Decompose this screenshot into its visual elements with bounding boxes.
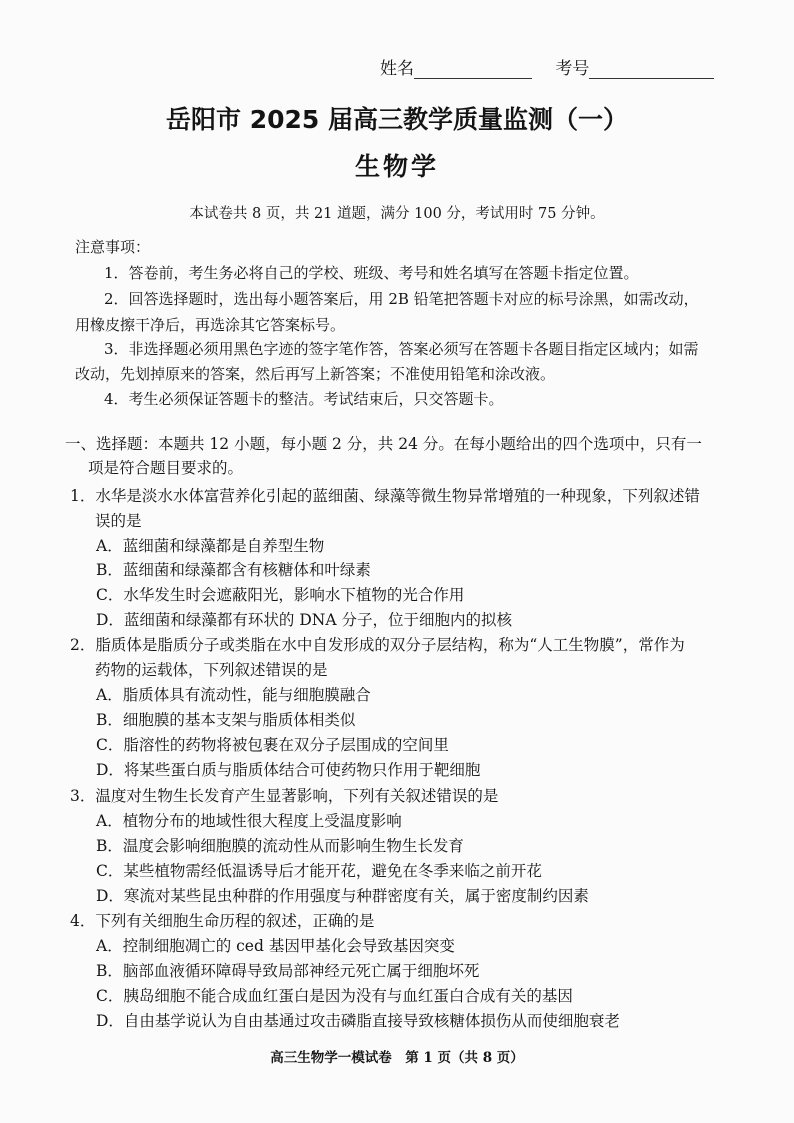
- note-2-cont: 用橡皮擦干净后，再选涂其它答案标号。: [75, 316, 346, 334]
- notes-heading: 注意事项：: [75, 238, 151, 256]
- note-2: 2．回答选择题时，选出每小题答案后，用 2B 铅笔把答题卡对应的标号涂黑，如需改动，: [104, 290, 699, 308]
- question-2-option-d: D．将某些蛋白质与脂质体结合可使药物只作用于靶细胞: [96, 761, 481, 779]
- number-blank: [589, 60, 714, 79]
- question-2-option-a: A．脂质体具有流动性，能与细胞膜融合: [96, 686, 371, 704]
- question-4-stem: 4．下列有关细胞生命历程的叙述，正确的是: [70, 912, 375, 930]
- question-3-option-b: B．温度会影响细胞膜的流动性从而影响生物生长发育: [96, 837, 464, 855]
- note-3: 3．非选择题必须用黑色字迹的签字笔作答，答案必须写在答题卡各题目指定区域内；如需: [104, 340, 699, 358]
- name-number-bar: [380, 54, 714, 79]
- question-1-option-d: D．蓝细菌和绿藻都有环状的 DNA 分子，位于细胞内的拟核: [96, 611, 512, 629]
- note-3-cont: 改动，先划掉原来的答案，然后再写上新答案；不准使用铅笔和涂改液。: [75, 365, 556, 383]
- question-2-stem-cont: 药物的运载体，下列叙述错误的是: [95, 661, 328, 679]
- section-heading: 一、选择题：本题共 12 小题，每小题 2 分，共 24 分。在每小题给出的四个选项中，只有一: [65, 435, 702, 453]
- question-4-option-d: D．自由基学说认为自由基通过攻击磷脂直接导致核糖体损伤从而使细胞衰老: [96, 1012, 620, 1030]
- question-1-option-c: C．水华发生时会遮蔽阳光，影响水下植物的光合作用: [96, 586, 465, 604]
- question-3-option-d: D．寒流对某些昆虫种群的作用强度与种群密度有关，属于密度制约因素: [96, 887, 589, 905]
- question-1-stem: 1．水华是淡水水体富营养化引起的蓝细菌、绿藻等微生物异常增殖的一种现象，下列叙述错: [70, 487, 700, 505]
- question-1-stem-cont: 误的是: [95, 512, 142, 530]
- number-label: 考号: [555, 59, 590, 79]
- question-1-option-a: A．蓝细菌和绿藻都是自养型生物: [96, 537, 325, 555]
- question-4-option-c: C．胰岛细胞不能合成血红蛋白是因为没有与血红蛋白合成有关的基因: [96, 987, 573, 1005]
- exam-info: 本试卷共 8 页，共 21 道题，满分 100 分，考试用时 75 分钟。: [189, 206, 605, 222]
- name-label: 姓名: [380, 59, 414, 79]
- note-1: 1．答卷前，考生务必将自己的学校、班级、考号和姓名填写在答题卡指定位置。: [104, 264, 639, 282]
- question-3-option-a: A．植物分布的地域性很大程度上受温度影响: [96, 812, 402, 830]
- question-3-option-c: C．某些植物需经低温诱导后才能开花，避免在冬季来临之前开花: [96, 862, 542, 880]
- exam-title: 岳阳市 2025 届高三教学质量监测（一）: [166, 105, 628, 134]
- question-1-option-b: B．蓝细菌和绿藻都含有核糖体和叶绿素: [96, 561, 371, 579]
- question-4-option-b: B．脑部血液循环障碍导致局部神经元死亡属于细胞坏死: [96, 962, 480, 980]
- question-4-option-a: A．控制细胞凋亡的 ced 基因甲基化会导致基因突变: [96, 937, 455, 955]
- subject-title: 生物学: [354, 152, 439, 181]
- page-footer: 高三生物学一模试卷 第 1 页（共 8 页）: [270, 1050, 524, 1066]
- question-2-option-c: C．脂溶性的药物将被包裹在双分子层围成的空间里: [96, 736, 449, 754]
- question-2-stem: 2．脂质体是脂质分子或类脂在水中自发形成的双分子层结构，称为“人工生物膜”，常作为: [70, 636, 685, 654]
- note-4: 4．考生必须保证答题卡的整洁。考试结束后，只交答题卡。: [104, 390, 504, 408]
- name-blank: [414, 60, 532, 79]
- section-heading-cont: 项是符合题目要求的。: [88, 459, 244, 477]
- question-3-stem: 3．温度对生物生长发育产生显著影响，下列有关叙述错误的是: [70, 787, 499, 805]
- question-2-option-b: B．细胞膜的基本支架与脂质体相类似: [96, 711, 356, 729]
